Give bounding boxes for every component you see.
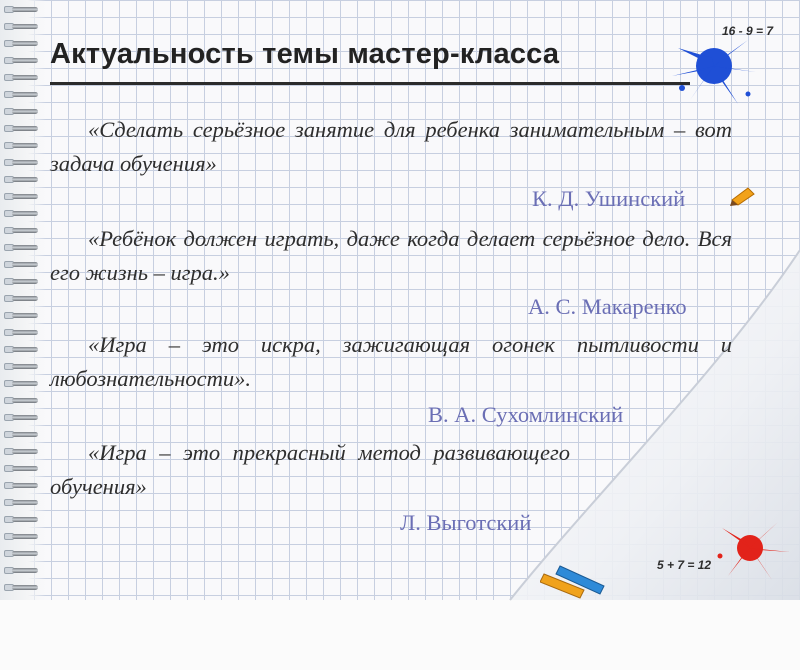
binding-ring [4,244,40,251]
binding-ring [4,125,40,132]
binding-ring [4,312,40,319]
quote-makarenko: «Ребёнок должен играть, даже когда делает серьёзное дело. Вся его жизнь – игра.» [50,226,732,285]
binding-ring [4,482,40,489]
binding-ring [4,346,40,353]
binding-ring [4,74,40,81]
quote-sukhomlinsky: «Игра – это искра, зажигающая огонек пытливости и любознательности». [50,332,732,391]
blue-splash-decoration [668,28,758,108]
binding-ring [4,414,40,421]
binding-ring [4,193,40,200]
spiral-binding [0,0,46,600]
quote-ushinsky: «Сделать серьёзное занятие для ребенка занимательным – вот задача обучения» [50,117,732,176]
quote-vygotsky: «Игра – это прекрасный метод развивающего обучения» [50,440,570,499]
binding-ring [4,329,40,336]
binding-ring [4,159,40,166]
binding-ring [4,431,40,438]
binding-ring [4,397,40,404]
equation-top: 16 - 9 = 7 [722,24,774,38]
binding-ring [4,550,40,557]
binding-ring [4,584,40,591]
author-makarenko: А. С. Макаренко [528,294,687,319]
binding-ring [4,533,40,540]
binding-ring [4,448,40,455]
binding-ring [4,6,40,13]
binding-ring [4,465,40,472]
binding-ring [4,295,40,302]
binding-ring [4,363,40,370]
binding-ring [4,261,40,268]
binding-ring [4,210,40,217]
pencils-decoration [540,560,610,600]
binding-ring [4,142,40,149]
pencil-icon [730,184,756,206]
binding-ring [4,91,40,98]
binding-ring [4,516,40,523]
binding-ring [4,57,40,64]
binding-ring [4,227,40,234]
binding-ring [4,176,40,183]
slide-title: Актуальность темы мастер-класса [50,38,560,70]
equation-bottom: 5 + 7 = 12 [657,558,712,572]
author-vygotsky: Л. Выготский [400,510,532,535]
red-splash-decoration [712,514,792,584]
binding-ring [4,499,40,506]
binding-ring [4,567,40,574]
binding-ring [4,23,40,30]
title-underline [50,82,690,85]
author-sukhomlinsky: В. А. Сухомлинский [428,402,624,427]
binding-ring [4,380,40,387]
binding-ring [4,278,40,285]
author-ushinsky: К. Д. Ушинский [532,186,686,211]
binding-ring [4,108,40,115]
binding-ring [4,40,40,47]
